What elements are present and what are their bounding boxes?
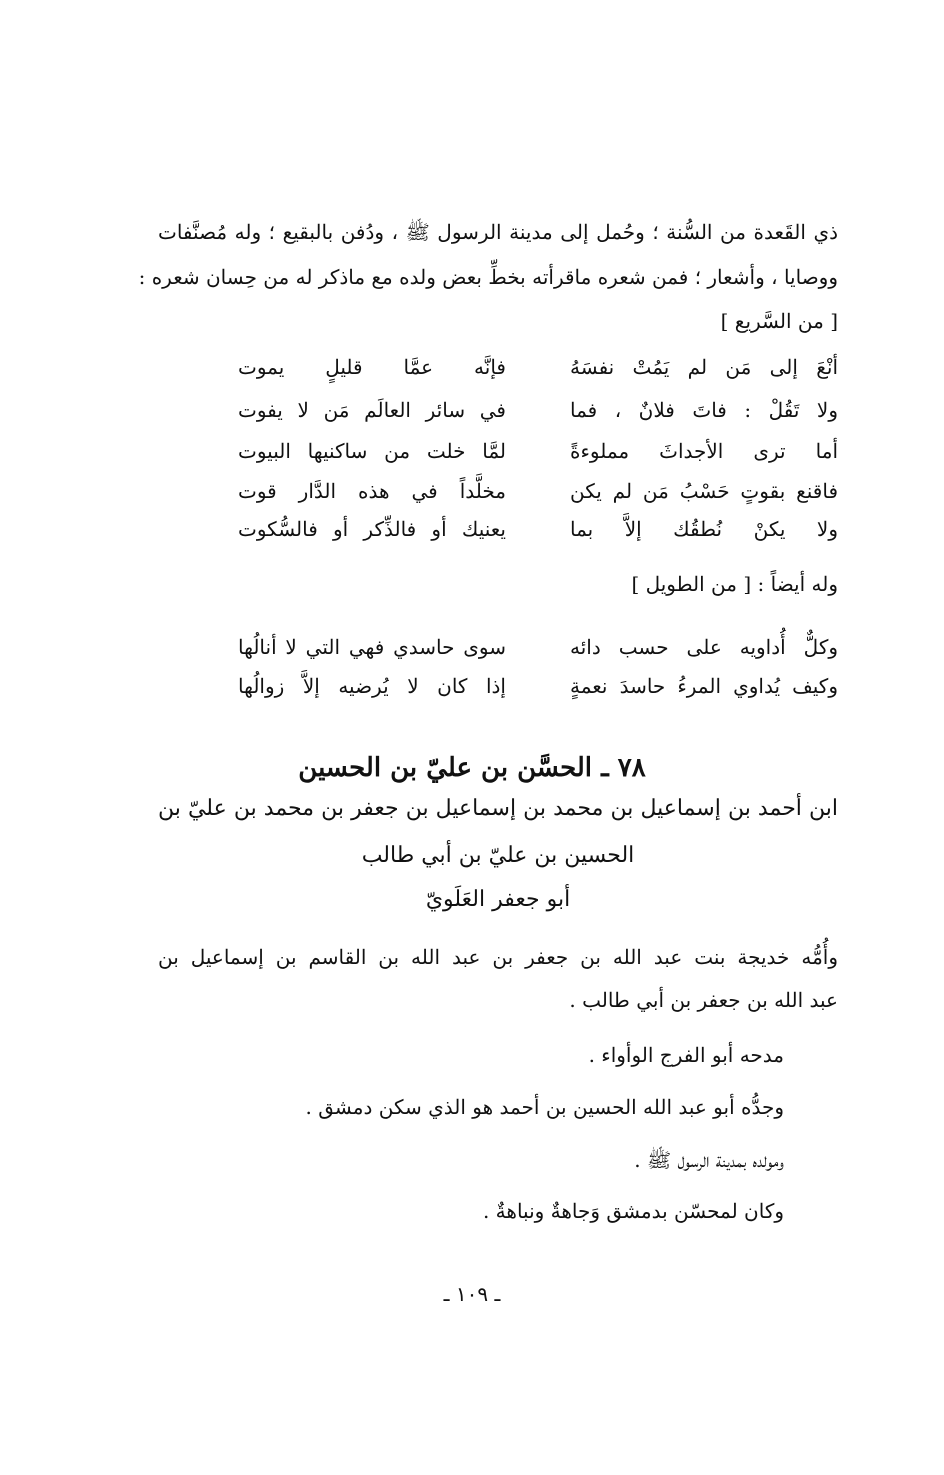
intro-line-2: ووصايا ، وأشعار ؛ فمن شعره ماقرأته بخطِّ بعض ولده مع ماذكر له من حِسان شعره : (138, 265, 838, 289)
note-line: مدحه أبو الفرج الوأواء . (588, 1043, 784, 1067)
mother-line-1: وأُمُّه خديجة بنت عبد الله بن جعفر بن عبد الله بن القاسم بن إسماعيل بن (158, 945, 838, 969)
verse-first-hemistich: وكلٌّ أُداويه على حسب دائه (570, 635, 838, 659)
lineage-line-2: الحسين بن عليّ بن أبي طالب (361, 843, 635, 868)
verse-second-hemistich: إذا كان لا يُرضيه إلاَّ زوالُها (238, 674, 506, 698)
verse-second-hemistich: سوى حاسدي فهي التي لا أنالُها (238, 635, 506, 659)
poem2-verse (238, 668, 838, 704)
verse-first-hemistich: فاقنع بقوتٍ حَسْبُ مَن لم يكن (570, 479, 838, 503)
verse-second-hemistich: فإنَّه عمَّا قليلٍ يموت (238, 355, 506, 379)
verse-second-hemistich: مخلَّداً في هذه الدَّار قوت (238, 479, 506, 503)
poem1-verse (238, 349, 838, 385)
mother-line-2: عبد الله بن جعفر بن أبي طالب . (569, 988, 838, 1012)
poem1-verse (238, 511, 838, 547)
note-line: ومولده بمدينة الرسول ﷺ . (634, 1148, 784, 1172)
entry-title: ٧٨ ـ الحسَّن بن عليّ بن الحسين (298, 753, 646, 783)
verse-first-hemistich: وكيف يُداوي المرءُ حاسدَ نعمةٍ (570, 674, 838, 698)
verse-first-hemistich: ولا تَقُلْ : فاتَ فلانٌ ، فما (570, 398, 838, 422)
note-line: وكان لمحسّن بدمشق وَجاهةٌ ونباهةٌ . (482, 1199, 784, 1223)
verse-first-hemistich: أنْعَ إلى مَن لم يَمُتْ نفسَهُ (570, 355, 838, 379)
kunya: أبو جعفر العَلَويّ (425, 887, 571, 912)
intro-line-1: ذي القَعدة من السُّنة ؛ وحُمل إلى مدينة الرسول ﷺ ، ودُفن بالبقيع ؛ وله مُصنَّفات (158, 220, 838, 244)
note-line: وجدُّه أبو عبد الله الحسين بن أحمد هو الذي سكن دمشق . (305, 1095, 784, 1119)
meter-label: [ من السَّريع ] (720, 309, 838, 333)
poem1-verse (238, 473, 838, 509)
poem2-intro: وله أيضاً : [ من الطويل ] (631, 572, 838, 596)
verse-second-hemistich: لمَّا خلت من ساكنيها البيوت (238, 439, 506, 463)
poem1-verse (238, 433, 838, 469)
verse-first-hemistich: ولا يكنْ نُطقُك إلاَّ بما (570, 517, 838, 541)
verse-first-hemistich: أما ترى الأجداثَ مملوءةً (570, 439, 838, 463)
lineage-line-1: ابن أحمد بن إسماعيل بن محمد بن إسماعيل بن جعفر بن محمد بن عليّ بن (158, 796, 838, 821)
poem1-verse (238, 392, 838, 428)
poem2-verse (238, 629, 838, 665)
verse-second-hemistich: يعنيك أو فالذِّكر أو فالسُّكوت (238, 517, 506, 541)
verse-second-hemistich: في سائر العالَم مَن لا يفوت (238, 398, 506, 422)
page-number: ـ ١٠٩ ـ (443, 1282, 501, 1306)
